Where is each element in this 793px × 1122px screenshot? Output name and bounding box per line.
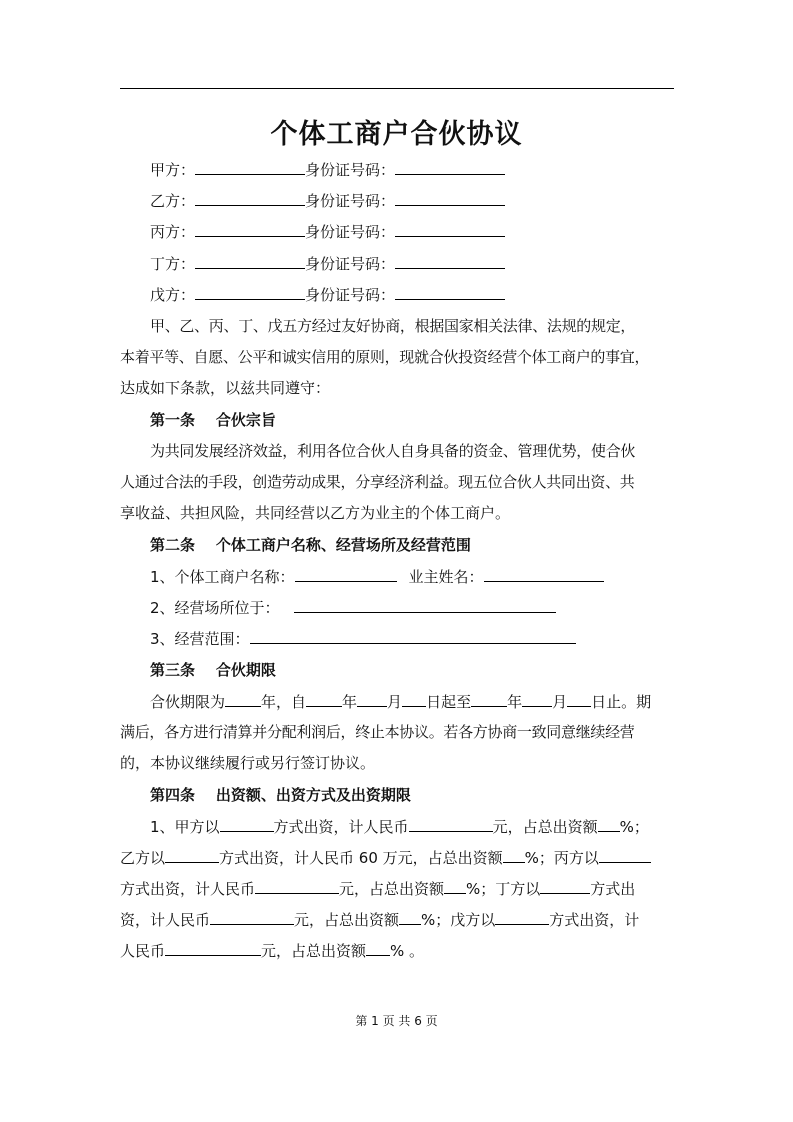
- contribution-line: [120, 847, 680, 868]
- blank-field: [503, 847, 525, 863]
- blank-field: [195, 221, 305, 237]
- blank-field: [598, 816, 620, 832]
- contribution-line: [120, 878, 680, 899]
- contribution-line: [120, 940, 680, 961]
- blank-field: [395, 159, 505, 175]
- term-text: 日止。期: [591, 693, 652, 711]
- party-label: 丙方：: [150, 223, 196, 241]
- header-rule: [120, 88, 674, 89]
- blank-field: [522, 691, 552, 707]
- paragraph-line: 的，本协议继续履行或另行签订协议。: [120, 754, 376, 772]
- owner-name-label: 业主姓名：: [408, 568, 484, 586]
- contribution-text: %；丙方以: [524, 849, 599, 867]
- party-label: 戊方：: [150, 286, 196, 304]
- id-label: 身份证号码：: [305, 192, 396, 210]
- contribution-text: 1、甲方以: [150, 818, 220, 836]
- term-line: [120, 691, 710, 712]
- term-text: 月: [552, 693, 568, 711]
- page-number: 第 1 页 共 6 页: [355, 1014, 438, 1028]
- contribution-line: [120, 816, 710, 837]
- document-title: 个体工商户合伙协议: [270, 119, 523, 150]
- blank-field: [395, 284, 505, 300]
- contribution-text: 方式出资，计: [549, 911, 640, 929]
- blank-field: [444, 878, 466, 894]
- contribution-text: 方式出: [590, 880, 636, 898]
- contribution-line: [120, 909, 680, 930]
- intro-line: 达成如下条款，以兹共同遵守：: [120, 379, 331, 397]
- business-name-label: 1、个体工商户名称：: [150, 568, 295, 586]
- party-line: [120, 190, 710, 211]
- blank-field: [540, 878, 590, 894]
- intro-line: 甲、乙、丙、丁、戊五方经过友好协商，根据国家相关法律、法规的规定，: [150, 317, 636, 335]
- paragraph-line: 享收益、共担风险，共同经营以乙方为业主的个体工商户。: [120, 504, 511, 522]
- id-label: 身份证号码：: [305, 161, 396, 179]
- article-heading: 第二条 个体工商户名称、经营场所及经营范围: [150, 536, 471, 554]
- blank-field: [495, 909, 549, 925]
- blank-field: [306, 691, 342, 707]
- blank-field: [399, 909, 421, 925]
- party-label: 丁方：: [150, 255, 196, 273]
- blank-field: [220, 816, 274, 832]
- contribution-text: 元，占总出资额: [261, 942, 367, 960]
- blank-field: [255, 878, 339, 894]
- term-text: 年: [507, 693, 523, 711]
- blank-field: [366, 940, 390, 956]
- blank-field: [195, 253, 305, 269]
- contribution-text: 方式出资，计人民币 60 万元，占总出资额: [219, 849, 503, 867]
- blank-field: [250, 628, 576, 644]
- business-place-label: 2、经营场所位于：: [150, 599, 280, 617]
- blank-field: [357, 691, 387, 707]
- contribution-text: % 。: [390, 942, 425, 960]
- id-label: 身份证号码：: [305, 286, 396, 304]
- contribution-text: 元，占总出资额: [294, 911, 400, 929]
- id-label: 身份证号码：: [305, 223, 396, 241]
- contribution-text: 元，占总出资额: [339, 880, 445, 898]
- party-line: [120, 159, 710, 180]
- contribution-text: 元，占总出资额: [492, 818, 598, 836]
- blank-field: [395, 221, 505, 237]
- blank-field: [567, 691, 591, 707]
- article-heading: 第三条 合伙期限: [150, 661, 276, 679]
- contribution-text: 人民币: [120, 942, 166, 960]
- party-line: [120, 253, 710, 274]
- blank-field: [295, 566, 397, 582]
- blank-field: [165, 940, 261, 956]
- contribution-text: 乙方以: [120, 849, 166, 867]
- paragraph-line: 人通过合法的手段，创造劳动成果，分享经济利益。现五位合伙人共同出资、共: [120, 473, 635, 491]
- blank-field: [402, 691, 426, 707]
- blank-field: [195, 159, 305, 175]
- intro-line: 本着平等、自愿、公平和诚实信用的原则，现就合伙投资经营个体工商户的事宜，: [120, 348, 650, 366]
- blank-field: [195, 190, 305, 206]
- blank-field: [484, 566, 604, 582]
- blank-field: [599, 847, 651, 863]
- party-line: [120, 221, 710, 242]
- blank-field: [395, 190, 505, 206]
- blank-field: [395, 253, 505, 269]
- term-text: 月: [387, 693, 403, 711]
- party-line: [120, 284, 710, 305]
- blank-field: [225, 691, 261, 707]
- business-scope-label: 3、经营范围：: [150, 630, 250, 648]
- business-place-line: [120, 597, 710, 618]
- blank-field: [195, 284, 305, 300]
- term-text: 合伙期限为: [150, 693, 226, 711]
- term-text: 年，自: [261, 693, 307, 711]
- blank-field: [294, 597, 556, 613]
- id-label: 身份证号码：: [305, 255, 396, 273]
- blank-field: [409, 816, 493, 832]
- blank-field: [165, 847, 219, 863]
- contribution-text: %；丁方以: [466, 880, 541, 898]
- article-heading: 第一条 合伙宗旨: [150, 411, 276, 429]
- article-heading: 第四条 出资额、出资方式及出资期限: [150, 786, 411, 804]
- paragraph-line: 为共同发展经济效益，利用各位合伙人自身具备的资金、管理优势，使合伙: [150, 442, 636, 460]
- paragraph-line: 满后，各方进行清算并分配利润后，终止本协议。若各方协商一致同意继续经营: [120, 723, 635, 741]
- contribution-text: 资，计人民币: [120, 911, 211, 929]
- contribution-text: %；戊方以: [421, 911, 496, 929]
- contribution-text: 方式出资，计人民币: [120, 880, 256, 898]
- blank-field: [210, 909, 294, 925]
- party-label: 甲方：: [150, 161, 196, 179]
- business-name-line: [120, 566, 710, 587]
- blank-field: [471, 691, 507, 707]
- contribution-text: 方式出资，计人民币: [273, 818, 409, 836]
- party-label: 乙方：: [150, 192, 196, 210]
- business-scope-line: [120, 628, 710, 649]
- contribution-text: %；: [619, 818, 649, 836]
- term-text: 日起至: [426, 693, 472, 711]
- term-text: 年: [342, 693, 358, 711]
